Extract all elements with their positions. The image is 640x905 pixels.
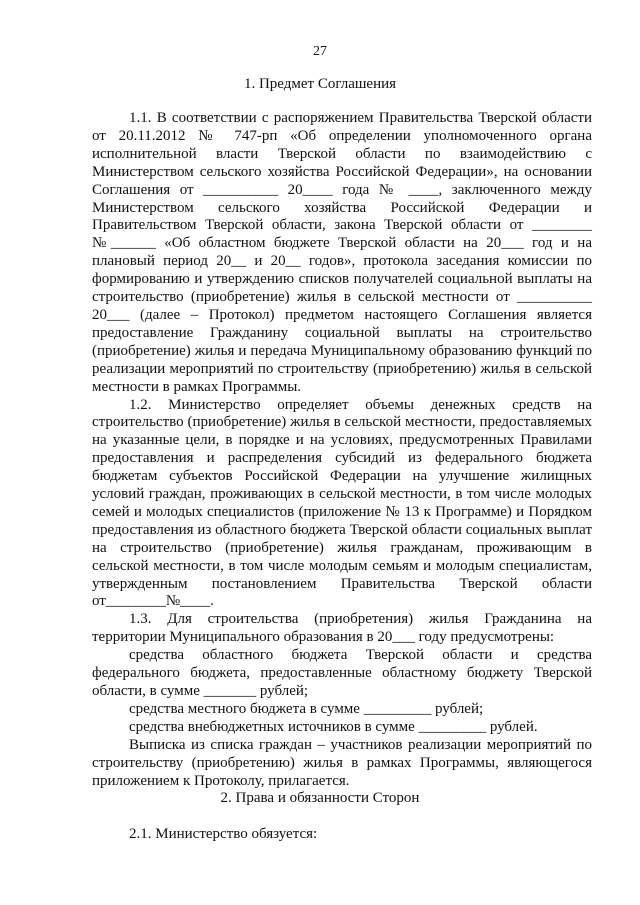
section-heading-2: 2. Права и обязанности Сторон <box>220 790 420 806</box>
section-heading-1: 1. Предмет Соглашения <box>243 76 397 92</box>
paragraph-fund-regional: средства областного бюджета Тверской области и средства федерального бюджета, предоставленные областному бюджету Тверской области, в сумме _______ рублей; <box>92 647 592 699</box>
paragraph-1-1: 1.1. В соответствии с распоряжением Правительства Тверской области от 20.11.2012 № 747-рп «Об определении уполномоченного органа исполнительной власти Тверской области по взаимодействию с Министерством сельского хозяйства Российской Федерации», на основании Соглашения от __________ 20____ года № ____, заключенного между Министерством сельского хозяйства Российской Федерации и Правительством Тверской области, закона Тверской области от ________ №______ «Об областном бюджете Тверской области на 20___ год и на плановый период 20__ и 20__ годов», протокола заседания комиссии по формированию и утверждению списков получателей социальной выплаты на строительство (приобретение) жилья в сельской местности от __________ 20___ (далее – Протокол) предметом настоящего Соглашения является предоставление Гражданину социальной выплаты на строительство (приобретение) жилья и передача Муниципальному образованию функций по реализации мероприятий по строительству (приобретению) жилья в сельской местности в рамках Программы. <box>92 110 592 395</box>
paragraph-fund-extrabudgetary: средства внебюджетных источников в сумме _________ рублей. <box>129 718 538 735</box>
paragraph-2-1: 2.1. Министерство обязуется: <box>129 826 318 842</box>
paragraph-fund-local: средства местного бюджета в сумме _________ рублей; <box>129 700 484 717</box>
section-2-body <box>92 826 592 844</box>
paragraph-1-3: 1.3. Для строительства (приобретения) жилья Гражданина на территории Муниципального образования в 20___ году предусмотрены: <box>92 611 592 646</box>
page-number: 27 <box>313 44 327 59</box>
paragraph-extract: Выписка из списка граждан – участников реализации мероприятий по строительству (приобретению) жилья в рамках Программы, являющегося приложением к Протоколу, прилагается. <box>92 736 592 789</box>
section-1-body <box>92 110 592 790</box>
paragraph-1-2: 1.2. Министерство определяет объемы денежных средств на строительство (приобретение) жилья в сельской местности, предоставляемых на указанные цели, в порядке и на условиях, предусмотренных Правилами предоставления и распределения субсидий из федерального бюджета бюджетам субъектов Российской Федерации на улучшение жилищных условий граждан, проживающих в сельской местности, в том числе молодых семей и молодых специалистов (приложение № 13 к Программе) и Порядком предоставления из областного бюджета Тверской области социальных выплат на строительство (приобретение) жилья гражданам, проживающим в сельской местности, в том числе молодым семьям и молодым специалистам, утвержденным постановлением Правительства Тверской области от________№____. <box>92 396 592 610</box>
